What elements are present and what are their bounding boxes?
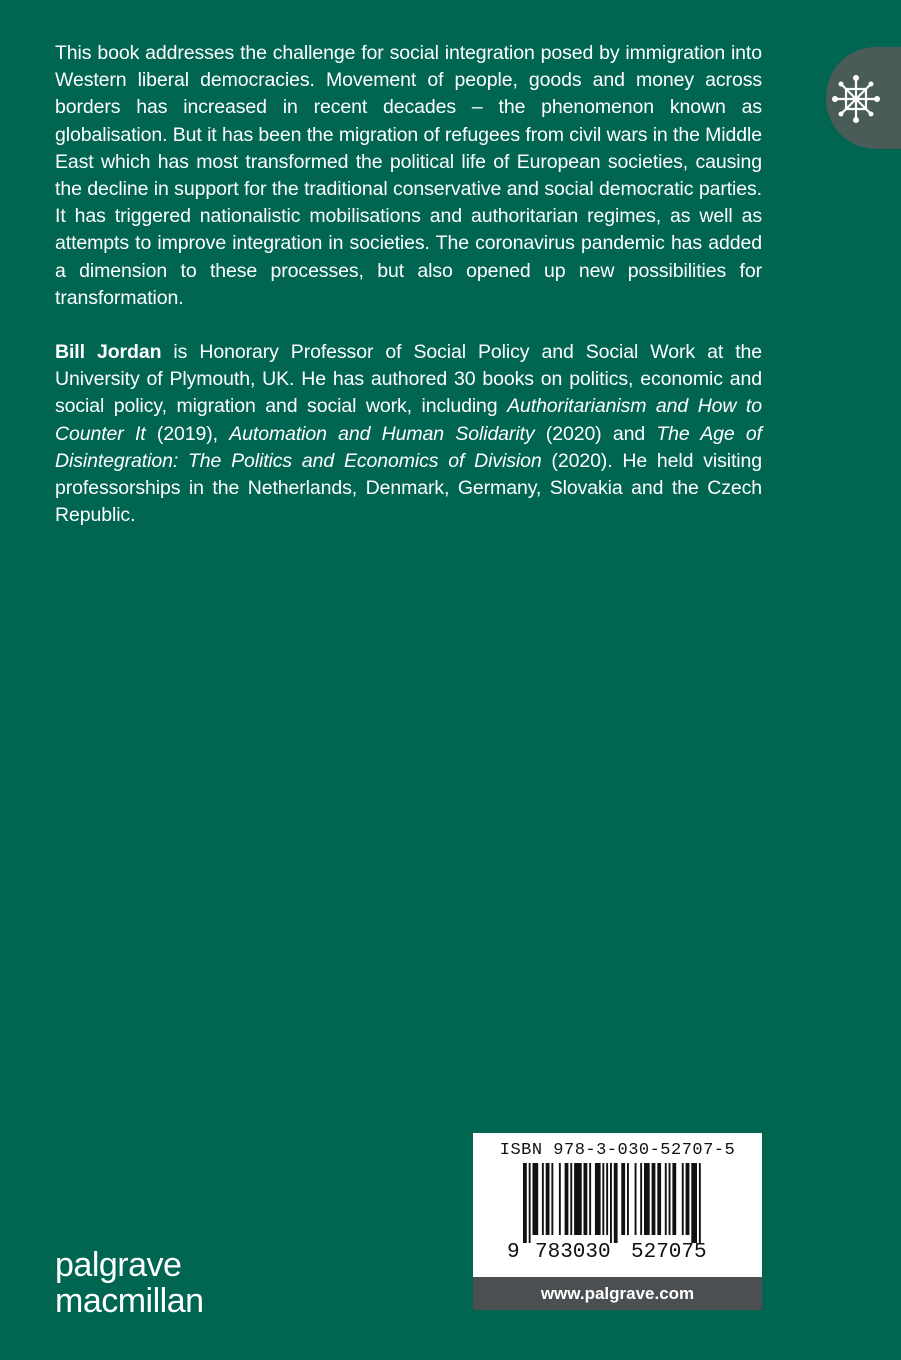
barcode-bar (672, 1163, 676, 1235)
barcode-digit-lead: 9 (507, 1241, 520, 1264)
barcode-digits-right: 527075 (631, 1241, 707, 1264)
barcode-bar (644, 1163, 650, 1235)
barcode-bar (699, 1163, 701, 1243)
description-paragraph: This book addresses the challenge for social integration posed by immigration into Western liberal democracies. Movement of people, goods and money across borders has increased in recent decades – the phenomenon known as globalisation. But it has been the migration of refugees from civil wars in the Middle East which has most transformed the political life of European societies, causing the decline in support for the traditional conservative and social democratic parties. It has triggered nationalistic mobilisations and authoritarian regimes, as well as attempts to improve integration in societies. The coronavirus pandemic has added a dimension to these processes, but also opened up new possibilities for transformation. (55, 42, 762, 309)
barcode-bar (602, 1163, 604, 1235)
barcode-bar (559, 1163, 561, 1235)
barcode-bar (682, 1163, 684, 1235)
barcode-bar (691, 1163, 697, 1243)
barcode-bar (621, 1163, 625, 1235)
barcode-bar (533, 1163, 539, 1235)
isbn-label: ISBN 978-3-030-52707-5 (499, 1141, 736, 1160)
publisher-imprint-logo (55, 1247, 204, 1319)
author-bio-text: (2019), (145, 422, 230, 445)
barcode-bar (665, 1163, 667, 1235)
barcode-bar (627, 1163, 629, 1235)
barcode-bar (546, 1163, 550, 1235)
author-bio-text: (2020) and (534, 422, 657, 445)
barcode-bar (614, 1163, 618, 1243)
author-bio-paragraph (55, 339, 762, 529)
barcode-bar (610, 1163, 612, 1243)
imprint-line-macmillan: macmillan (55, 1282, 204, 1320)
author-bio-text: is Honorary Professor of Social Policy and Social Work at the University of Plymouth, UK. He has authored 30 books on politics, economic and social policy, migration and social work, including (55, 341, 762, 418)
barcode-digits-left: 783030 (535, 1241, 611, 1264)
imprint-line-palgrave: palgrave (55, 1246, 182, 1284)
barcode-bar (523, 1163, 527, 1243)
barcode-bar (589, 1163, 591, 1235)
author-bio-text: (2020). He held visiting professorships in the Netherlands, Denmark, Germany, Slovakia and the Czech Republic. (55, 449, 762, 527)
barcode-bar (606, 1163, 608, 1235)
publisher-url: www.palgrave.com (473, 1277, 762, 1310)
barcode-bar (669, 1163, 671, 1235)
barcode-bar (657, 1163, 661, 1235)
barcode-bar (652, 1163, 656, 1235)
book-title-3: The Age of Disintegration: The Politics and Economics of Division (55, 422, 762, 472)
barcode-bar (551, 1163, 553, 1235)
author-name: Bill Jordan (55, 341, 162, 364)
barcode-bar (584, 1163, 588, 1235)
barcode-bar (529, 1163, 531, 1243)
barcode-bars (473, 1163, 762, 1245)
barcode-bar (574, 1163, 582, 1235)
book-title-2: Automation and Human Solidarity (229, 422, 535, 445)
back-cover-blurb (55, 40, 762, 529)
barcode-bar (635, 1163, 637, 1235)
palgrave-logo-badge (826, 47, 901, 149)
barcode-bar (565, 1163, 569, 1235)
isbn-barcode-block (473, 1133, 762, 1310)
barcode-bar (570, 1163, 572, 1235)
barcode-bar (595, 1163, 601, 1235)
book-title-1: Authoritarianism and How to Counter It (55, 395, 762, 445)
barcode-bar (542, 1163, 544, 1235)
barcode-bar (686, 1163, 690, 1235)
palgrave-star-icon (830, 74, 882, 124)
barcode-bar (640, 1163, 642, 1235)
